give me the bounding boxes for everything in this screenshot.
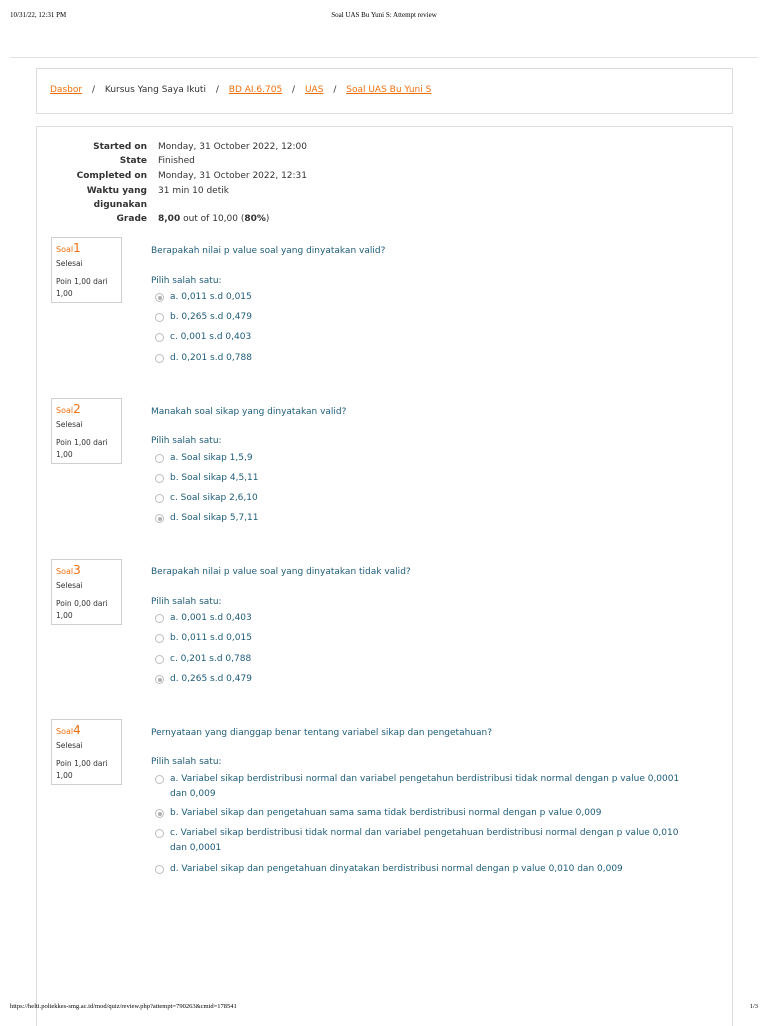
radio-unselected[interactable] [155, 454, 164, 463]
completed-on-value: Monday, 31 October 2022, 12:31 [158, 171, 308, 181]
grade-close: ) [265, 214, 270, 224]
question-number-value: 2 [73, 402, 81, 416]
question-grade: Poin 1,00 dari 1,00 [56, 759, 108, 780]
radio-unselected[interactable] [155, 775, 164, 784]
answer-option-label: b. Variabel sikap dan pengetahuan sama sama tidak berdistribusi normal dengan p value 0,009 [170, 808, 602, 818]
question-label: Soal [56, 245, 74, 254]
radio-unselected[interactable] [155, 494, 164, 503]
print-footer [0, 998, 768, 1018]
grade-percent: 80% [244, 214, 266, 224]
grade-score: 8,00 [158, 214, 181, 224]
question-info-4 [51, 719, 122, 785]
question-number-value: 3 [73, 563, 81, 577]
radio-unselected[interactable] [155, 354, 164, 363]
radio-selected[interactable] [155, 514, 164, 523]
question-text-1: Berapakah nilai p value soal yang dinyatakan valid? [151, 246, 386, 256]
question-state: Selesai [56, 741, 83, 750]
radio-unselected[interactable] [155, 333, 164, 342]
answer-option-label: d. Variabel sikap dan pengetahuan dinyatakan berdistribusi normal dengan p value 0,010 dan 0,009 [170, 864, 623, 874]
answer-option-label: d. 0,201 s.d 0,788 [170, 353, 252, 363]
answer-option-label: a. 0,001 s.d 0,403 [170, 613, 252, 623]
answer-option-label: c. 0,001 s.d 0,403 [170, 332, 252, 342]
answer-option-label: b. 0,265 s.d 0,479 [170, 312, 252, 322]
answer-prompt: Pilih salah satu: [151, 276, 222, 286]
radio-unselected[interactable] [155, 829, 164, 838]
answer-prompt: Pilih salah satu: [151, 436, 222, 446]
breadcrumb-uas[interactable]: UAS [304, 85, 324, 95]
radio-unselected[interactable] [155, 313, 164, 322]
question-text-2: Manakah soal sikap yang dinyatakan valid? [151, 407, 347, 417]
question-number [56, 563, 117, 577]
breadcrumb-kursus: Kursus Yang Saya Ikuti [104, 85, 206, 95]
answer-option-label: c. 0,201 s.d 0,788 [170, 654, 252, 664]
answer-option-label: a. Soal sikap 1,5,9 [170, 453, 253, 463]
grade-value [158, 212, 269, 226]
question-info-3 [51, 559, 122, 625]
question-info-1 [51, 237, 122, 303]
question-number [56, 241, 117, 255]
breadcrumb-quiz[interactable]: Soal UAS Bu Yuni S [346, 85, 432, 95]
answer-option-label: b. Soal sikap 4,5,11 [170, 473, 259, 483]
radio-unselected[interactable] [155, 655, 164, 664]
breadcrumb-course[interactable]: BD AI.6.705 [228, 85, 283, 95]
question-label: Soal [56, 727, 74, 736]
question-text-4: Pernyataan yang dianggap benar tentang variabel sikap dan pengetahuan? [151, 728, 492, 738]
completed-on-label: Completed on [76, 171, 147, 181]
question-label: Soal [56, 567, 74, 576]
started-on-value: Monday, 31 October 2022, 12:00 [158, 142, 308, 152]
state-value: Finished [158, 156, 195, 166]
answer-option-label: c. Soal sikap 2,6,10 [170, 493, 258, 503]
question-label: Soal [56, 406, 74, 415]
breadcrumb-separator: / [91, 85, 95, 95]
state-label: State [119, 156, 147, 166]
radio-selected[interactable] [155, 293, 164, 302]
print-page-title: Soal UAS Bu Yuni S: Attempt review [331, 11, 437, 19]
print-url: https://helti.poltekkes-smg.ac.id/mod/quiz/review.php?attempt=790263&cmid=178541 [10, 1003, 237, 1010]
header-divider [10, 57, 758, 58]
answer-option-label: d. 0,265 s.d 0,479 [170, 674, 252, 684]
radio-selected[interactable] [155, 675, 164, 684]
grade-out-of: out of 10,00 ( [180, 214, 245, 224]
radio-unselected[interactable] [155, 634, 164, 643]
answer-option-label: b. 0,011 s.d 0,015 [170, 633, 252, 643]
question-text-3: Berapakah nilai p value soal yang dinyatakan tidak valid? [151, 567, 411, 577]
print-datetime: 10/31/22, 12:31 PM [10, 11, 67, 19]
question-number-value: 1 [73, 241, 81, 255]
time-taken-value: 31 min 10 detik [158, 186, 229, 196]
print-page-number: 1/3 [749, 1003, 758, 1010]
breadcrumb-dasbor[interactable]: Dasbor [50, 85, 83, 95]
answer-option-label: a. Variabel sikap berdistribusi normal dan variabel pengetahun berdistribusi tidak normal dengan p value 0,0001 dan 0,009 [170, 774, 680, 799]
radio-selected[interactable] [155, 809, 164, 818]
question-state: Selesai [56, 420, 83, 429]
breadcrumb-separator: / [333, 85, 337, 95]
breadcrumb-separator: / [292, 85, 296, 95]
breadcrumb [36, 68, 733, 114]
question-number [56, 723, 117, 737]
print-header [0, 0, 768, 34]
time-taken-label-2: digunakan [93, 200, 147, 210]
answer-prompt: Pilih salah satu: [151, 597, 222, 607]
radio-unselected[interactable] [155, 614, 164, 623]
question-info-2 [51, 398, 122, 464]
answer-option-label: d. Soal sikap 5,7,11 [170, 513, 259, 523]
answer-option-label: c. Variabel sikap berdistribusi tidak normal dan variabel pengetahuan berdistribusi normal dengan p value 0,010 dan 0,0001 [170, 828, 679, 853]
answer-option-label: a. 0,011 s.d 0,015 [170, 292, 252, 302]
question-number-value: 4 [73, 723, 81, 737]
time-taken-label-1: Waktu yang [86, 186, 147, 196]
radio-unselected[interactable] [155, 865, 164, 874]
started-on-label: Started on [93, 142, 147, 152]
question-grade: Poin 1,00 dari 1,00 [56, 438, 108, 459]
question-grade: Poin 0,00 dari 1,00 [56, 599, 108, 620]
breadcrumb-separator: / [215, 85, 219, 95]
question-number [56, 402, 117, 416]
answer-prompt: Pilih salah satu: [151, 757, 222, 767]
question-state: Selesai [56, 259, 83, 268]
grade-label: Grade [116, 214, 147, 224]
question-grade: Poin 1,00 dari 1,00 [56, 277, 108, 298]
radio-unselected[interactable] [155, 474, 164, 483]
question-state: Selesai [56, 581, 83, 590]
